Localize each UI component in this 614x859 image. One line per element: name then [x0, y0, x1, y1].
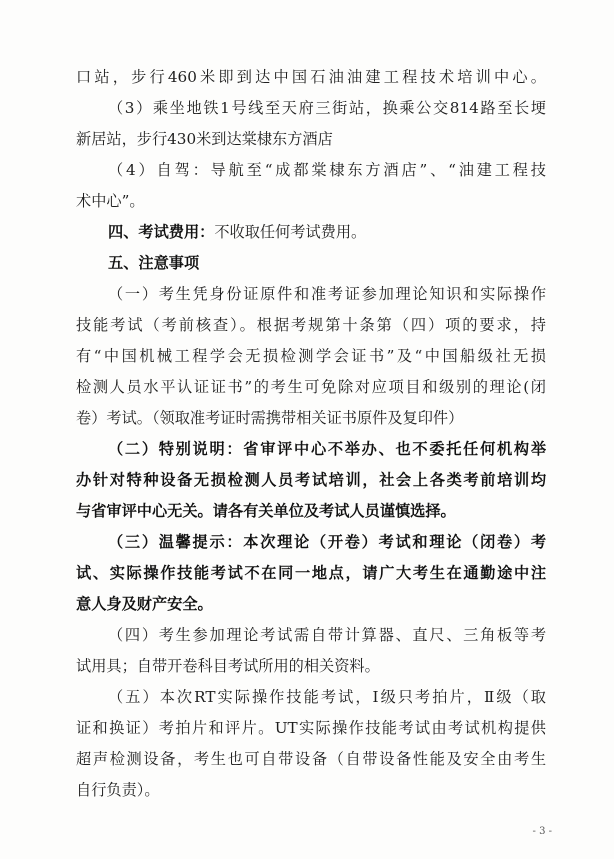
text-line: （4）自驾：导航至“成都棠棣东方酒店”、“油建工程技	[108, 161, 546, 179]
text-line-bold: 与省审评中心无关。请各有关单位及考试人员谨慎选择。	[76, 502, 456, 520]
text-line-bold: （二）特别说明：省审评中心不举办、也不委托任何机构举	[108, 440, 546, 458]
text-line: 有“中国机械工程学会无损检测学会证书”及“中国船级社无损	[76, 347, 546, 365]
text-line: （四）考生参加理论考试需自带计算器、直尺、三角板等考	[108, 626, 546, 644]
text-line: （五）本次RT实际操作技能考试，Ⅰ级只考拍片，Ⅱ级（取	[108, 688, 546, 706]
fee-heading: 四、考试费用：	[108, 223, 215, 241]
text-line: 证和换证）考拍片和评片。UT实际操作技能考试由考试机构提供	[76, 719, 546, 737]
text-line-bold: 办针对特种设备无损检测人员考试培训，社会上各类考前培训均	[76, 471, 546, 489]
text-line: （一）考生凭身份证原件和准考证参加理论知识和实际操作	[108, 285, 546, 303]
text-line: 术中心”。	[76, 192, 145, 210]
page-number: - 3 -	[532, 826, 552, 837]
text-line: 技能考试（考前核查）。根据考规第十条第（四）项的要求，持	[76, 316, 546, 334]
text-line-bold: （三）温馨提示：本次理论（开卷）考试和理论（闭卷）考	[108, 533, 546, 551]
text-line: 超声检测设备，考生也可自带设备（自带设备性能及安全由考生	[76, 750, 546, 768]
text-line-bold: 意人身及财产安全。	[76, 595, 213, 613]
fee-text: 不收取任何考试费用。	[214, 223, 367, 241]
text-line-bold: 试、实际操作技能考试不在同一地点，请广大考生在通勤途中注	[76, 564, 546, 582]
text-line: （3）乘坐地铁1号线至天府三街站，换乘公交814路至长埂	[108, 99, 546, 117]
text-line: 新居站，步行430米到达棠棣东方酒店	[76, 130, 333, 148]
text-line: 检测人员水平认证证书”的考生可免除对应项目和级别的理论(闭	[76, 378, 546, 396]
text-line: 口站，步行460米即到达中国石油油建工程技术培训中心。	[76, 68, 546, 86]
fee-paragraph	[108, 219, 546, 245]
text-line: 自行负责）。	[76, 781, 160, 799]
text-line: 卷）考试。（领取准考证时需携带相关证书原件及复印件）	[76, 409, 464, 427]
section-heading: 五、注意事项	[108, 254, 200, 272]
text-line: 试用具；自带开卷科目考试所用的相关资料。	[76, 657, 380, 675]
